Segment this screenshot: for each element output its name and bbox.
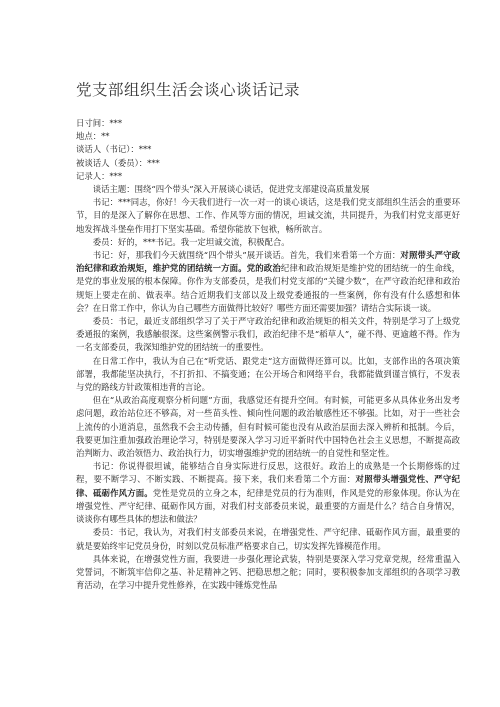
document-body (76, 183, 460, 592)
paragraph (76, 249, 460, 315)
text-run: 在日常工作中，我认为自己在“听党话、跟党走”这方面做得还算可以。比如，支部作出的各项决策部署，我都能坚决执行，不打折扣、不搞变通；在公开场合和网络平台，我都能做到谨言慎行，不发表与党的路线方针政策相违背的言论。 (76, 355, 460, 393)
text-run: 委员：好的，***书记。我一定坦诚交流，积极配合。 (92, 236, 290, 247)
meta-line: 谈话人（书记）：*** (76, 144, 152, 155)
paragraph (76, 183, 460, 196)
text-run: 谈话主题：围绕“四个带头”深入开展谈心谈话，促进党支部建设高质量发展 (92, 184, 370, 195)
paragraph (76, 394, 460, 460)
text-run: 但在“从政治高度观察分析问题”方面，我感觉还有提升空间。有时候，可能更多从具体业务出发考虑问题，政治站位还不够高，对一些苗头性、倾向性问题的政治敏感性还不够强。比如，对于一些社会上流传的小道消息，虽然我不会主动传播，但有时候可能也没有从政治层面去深入辨析和抵制。今后，我要更加注重加强政治理论学习，特别是要深入学习习近平新时代中国特色社会主义思想，不断提高政治判断力、政治领悟力、政治执行力，切实增强维护党的团结统一的自觉性和坚定性。 (76, 395, 460, 459)
text-run: 委员：书记，我认为，对我们村支部委员来说，在增强党性、严守纪律、砥砺作风方面，最重要的就是要始终牢记党员身份，时刻以党员标准严格要求自己，切实发挥先锋模范作用。 (76, 527, 460, 551)
text-run: 纪律和政治规矩是维护党的团结统一的生命线，是党的事业发展的根本保障。你作为支部委员，是我们村党支部的“关键少数”，在严守政治纪律和政治规矩上要走在前、做表率。结合近期我们支部以及上级党委通报的一些案例，你有没有什么感想和体会？在日常工作中，你认为自己哪些方面做得比较好？哪些方面还需要加强？请结合实际谈一谈。 (76, 263, 461, 313)
meta-line: 被谈话人（委员）：*** (76, 157, 160, 168)
text-run: 委员：书记，最近支部组织学习了关于严守政治纪律和政治规矩的相关文件，特别是学习了上级党委通报的案例，我感触很深。这些案例警示我们，政治纪律不是“稻草人”，碰不得、更逾越不得。作为一名支部委员，我深知维护党的团结统一的重要性。 (76, 316, 460, 353)
paragraph (76, 355, 460, 395)
paragraph (76, 526, 460, 552)
bold-text: 对照带头增强党性、严守纪律、砥砺作风方面。 (76, 474, 461, 498)
paragraph (76, 460, 460, 526)
text-run: 书记：***同志，你好！今天我们进行一次一对一的谈心谈话，这是我们党支部组织生活会的重要环节，目的是深入了解你在思想、工作、作风等方面的情况，坦诚交流，共同提升，为我们村党支部更好地发挥战斗堡垒作用打下坚实基础。希望你能放下包袱，畅所欲言。 (76, 197, 460, 234)
text-run: 书记：你说得很坦诚，能够结合自身实际进行反思，这很好。政治上的成熟是一个长期修炼的过程，要不断学习、不断实践、不断提高。接下来，我们来看第二个方面： (76, 461, 460, 485)
paragraph (76, 236, 460, 249)
meta-line: 记录人：*** (76, 170, 123, 181)
document-title: 党支部组织生活会谈心谈话记录 (76, 81, 301, 99)
meta-line: 地点：** (76, 131, 110, 142)
text-run: 书记：好，那我们今天就围绕“四个带头”展开谈话。首先，我们来看第一个方面： (92, 250, 401, 261)
text-run: 党性是党员的立身之本，纪律是党员的行为准则，作风是党的形象体现。你认为在增强党性、严守纪律、砥砺作风方面，对我们村支部委员来说，最重要的方面是什么？结合自身情况，谈谈你有哪些具体的想法和做法？ (76, 487, 461, 525)
bold-text: 对照带头严守政治纪律和政治规矩，维护党的团结统一方面。党的政治 (76, 250, 461, 274)
meta-line: 日寸间：*** (76, 118, 123, 128)
paragraph (76, 196, 460, 236)
text-run: 具体来说，在增强党性方面，我要进一步强化理论武装，特别是要深入学习党章党规，经常重温入党誓词，不断筑牢信仰之基、补足精神之钙、把稳思想之舵；同时，要积极参加支部组织的各项学习教育活动，在学习中提升党性修养，在实践中锤炼党性品 (76, 553, 460, 591)
paragraph (76, 315, 460, 355)
paragraph (76, 553, 460, 593)
meta-block (76, 117, 460, 183)
